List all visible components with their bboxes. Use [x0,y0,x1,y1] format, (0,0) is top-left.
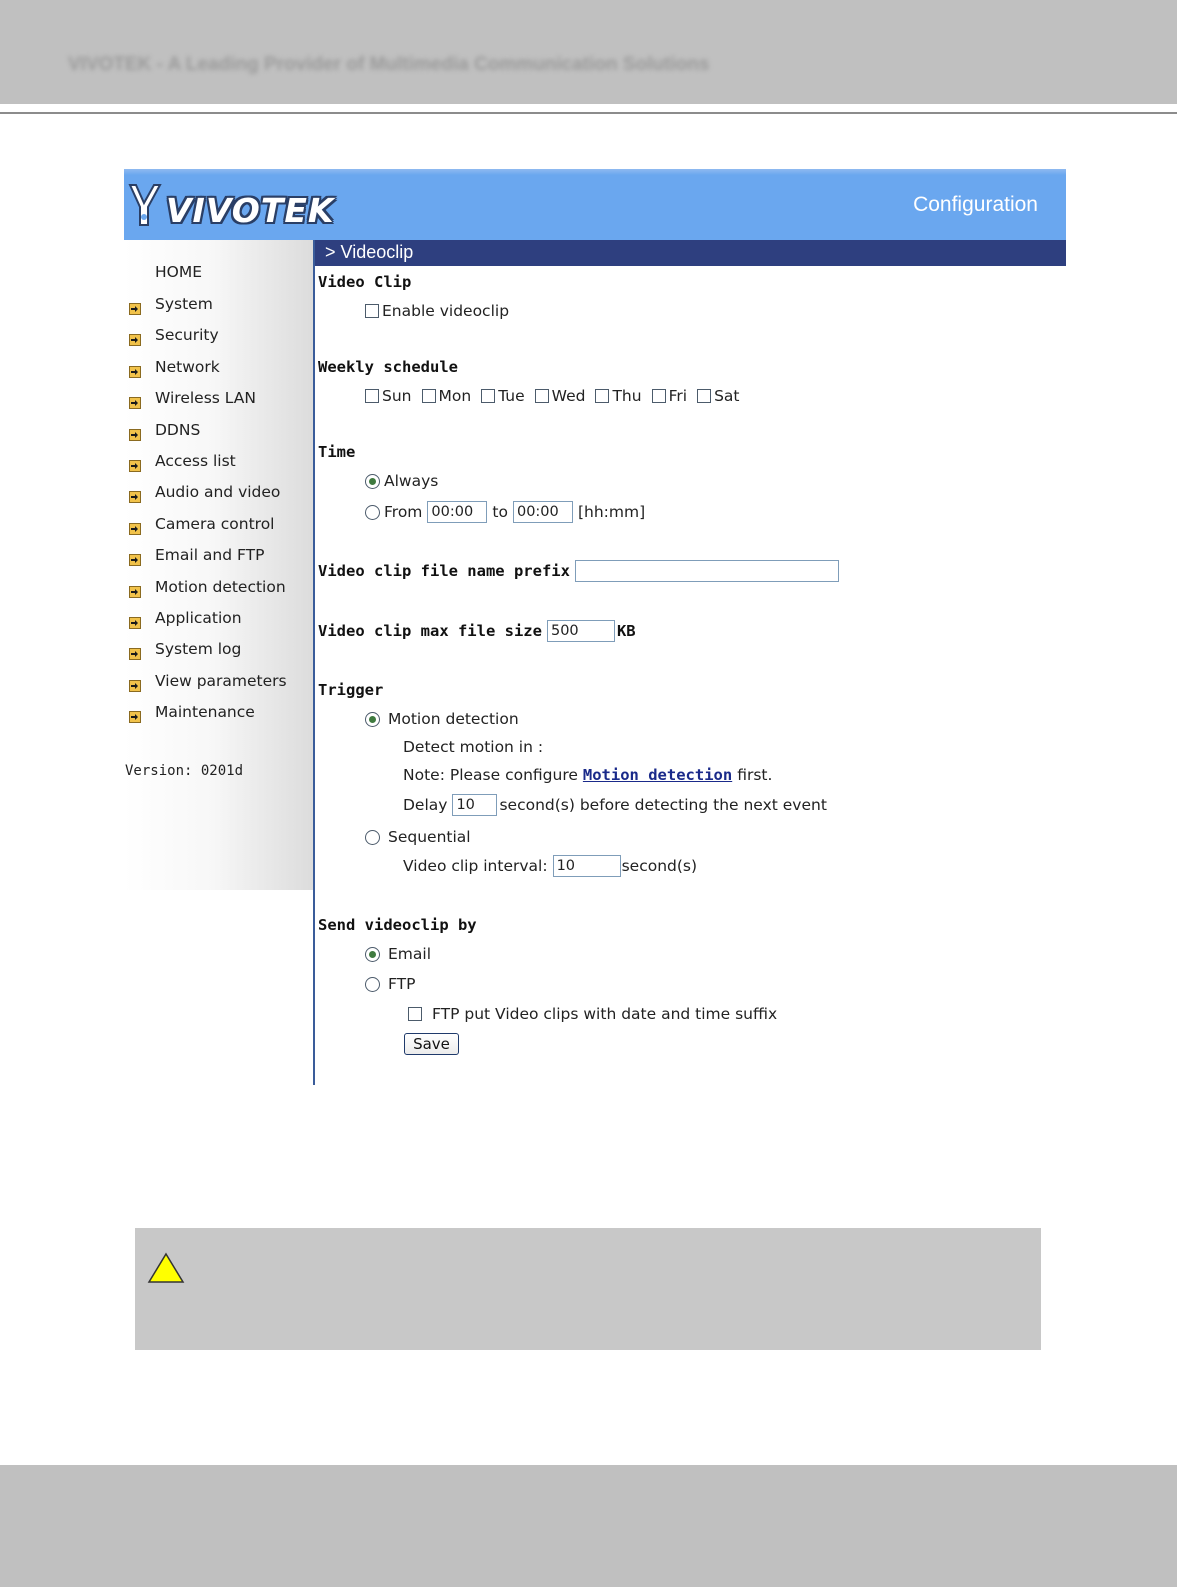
sidebar-item-label: HOME [155,263,203,281]
section-heading-trigger: Trigger [318,681,384,699]
time-always-row [365,472,438,490]
arrow-right-icon [129,554,141,566]
delay-input[interactable]: 10 [452,794,497,816]
send-email-label: Email [388,945,432,963]
arrow-right-icon [129,586,141,598]
file-prefix-input[interactable] [575,560,839,582]
trigger-sequential-radio[interactable] [365,830,380,845]
sidebar-item-email-and-ftp[interactable] [124,546,313,570]
document-header [0,0,1177,104]
detect-motion-in-row [403,738,543,756]
motion-note-row [403,766,772,784]
sidebar-item-label: Access list [155,452,236,470]
document-header-text: VIVOTEK - A Leading Provider of Multimedia Communication Solutions [68,54,710,75]
delay-suffix: second(s) before detecting the next event [499,796,827,814]
day-thu[interactable] [595,387,641,405]
sidebar-item-wireless-lan[interactable] [124,389,313,413]
section-heading-send-by: Send videoclip by [318,916,477,934]
document-footer [0,1465,1177,1587]
time-to-label: to [492,503,508,521]
sidebar-item-label: Network [155,357,220,376]
delay-row [403,794,827,816]
arrow-right-icon [129,491,141,503]
day-checkbox[interactable] [535,389,549,403]
section-heading-weekly-schedule: Weekly schedule [318,358,458,376]
page-titlebar [315,240,1066,266]
file-prefix-label: Video clip file name prefix [318,562,570,580]
day-sun[interactable] [365,387,412,405]
arrow-right-icon [129,648,141,660]
arrow-right-icon [129,460,141,472]
version-text: Version: 0201d [125,763,244,779]
arrow-right-icon [129,303,141,315]
ftp-suffix-label: FTP put Video clips with date and time suffix [432,1005,778,1023]
trigger-motion-radio[interactable] [365,712,380,727]
sidebar-item-audio-and-video[interactable] [124,483,313,507]
sidebar-item-label: System log [155,640,242,659]
day-label: Tue [498,387,525,405]
delay-label: Delay [403,796,448,814]
save-button[interactable]: Save [404,1033,459,1055]
sidebar-item-label: Camera control [155,514,275,533]
time-always-label: Always [384,472,439,490]
header-rule [0,112,1177,114]
warning-box [135,1228,1041,1350]
trigger-motion-label: Motion detection [388,710,519,728]
sidebar-item-label: DDNS [155,420,201,439]
sidebar-item-label: Maintenance [155,703,255,722]
ftp-suffix-row [408,1005,777,1023]
note-suffix: first. [737,766,773,784]
ftp-suffix-checkbox[interactable] [408,1007,422,1021]
enable-videoclip-checkbox[interactable] [365,304,379,318]
page-title: > Videoclip [325,242,414,262]
trigger-sequential-row [365,828,471,846]
arrow-right-icon [129,429,141,441]
arrow-right-icon [129,334,141,346]
arrow-right-icon [129,397,141,409]
max-size-label: Video clip max file size [318,622,542,640]
max-size-row [318,620,636,642]
send-ftp-radio[interactable] [365,977,380,992]
time-from-input[interactable]: 00:00 [427,501,487,523]
sidebar-item-label: Audio and video [155,483,281,502]
arrow-right-icon [129,523,141,535]
clip-interval-suffix: second(s) [621,857,698,875]
note-prefix: Note: Please configure [403,766,578,784]
sidebar-item-home[interactable] [124,263,313,287]
clip-interval-row [403,855,697,877]
trigger-sequential-label: Sequential [388,828,471,846]
warning-icon [147,1252,185,1284]
time-range-row [365,501,645,523]
clip-interval-input[interactable]: 10 [553,855,621,877]
sidebar-item-camera-control[interactable] [124,515,313,539]
day-tue[interactable] [481,387,524,405]
sidebar-item-label: Wireless LAN [155,389,256,408]
arrow-right-icon [129,680,141,692]
arrow-right-icon [129,711,141,723]
trigger-motion-row [365,710,519,728]
day-checkbox[interactable] [481,389,495,403]
section-heading-time: Time [318,443,356,461]
sidebar-item-label: System [155,295,213,313]
videoclip-form [315,266,1066,1085]
max-size-unit: KB [616,622,636,640]
day-label: Mon [438,387,472,405]
sidebar [124,240,313,890]
send-ftp-label: FTP [388,975,416,993]
day-wed[interactable] [535,387,586,405]
time-from-label: From [384,503,423,521]
sidebar-item-application[interactable] [124,609,313,633]
logo-text: VIVOTEK [166,191,335,230]
section-heading-video-clip: Video Clip [318,273,412,291]
sidebar-item-motion-detection[interactable] [124,578,313,602]
max-size-input[interactable]: 500 [547,620,615,642]
weekday-checkboxes [365,387,749,405]
day-mon[interactable] [422,387,472,405]
top-banner [124,169,1066,240]
time-format-hint: [hh:mm] [577,503,646,521]
sidebar-item-system-log[interactable] [124,640,313,664]
configuration-label: Configuration [913,193,1038,216]
sidebar-item-maintenance[interactable] [124,703,313,727]
sidebar-item-label: Email and FTP [155,546,265,565]
day-fri[interactable] [652,387,687,405]
time-to-input[interactable]: 00:00 [513,501,573,523]
detect-motion-in-label: Detect motion in : [403,738,544,756]
sidebar-item-system[interactable] [124,295,313,319]
sidebar-item-view-parameters[interactable] [124,672,313,696]
day-label: Wed [551,387,586,405]
sidebar-item-security[interactable] [124,326,313,350]
send-email-radio[interactable] [365,947,380,962]
sidebar-item-label: View parameters [155,671,287,690]
day-label: Sat [714,387,740,405]
day-checkbox[interactable] [422,389,436,403]
day-label: Thu [612,387,642,405]
day-checkbox[interactable] [595,389,609,403]
day-label: Sun [382,387,412,405]
sidebar-item-network[interactable] [124,358,313,382]
sidebar-item-ddns[interactable] [124,421,313,445]
day-checkbox[interactable] [652,389,666,403]
sidebar-item-label: Security [155,326,219,345]
motion-detection-link[interactable]: Motion detection [582,766,733,784]
enable-videoclip-label: Enable videoclip [382,302,510,320]
file-prefix-row [318,560,839,582]
sidebar-item-label: Application [155,609,242,627]
day-checkbox[interactable] [365,389,379,403]
sidebar-item-label: Motion detection [155,577,286,596]
clip-interval-label: Video clip interval: [403,857,548,875]
day-checkbox[interactable] [697,389,711,403]
enable-videoclip-row [365,302,509,320]
send-email-row [365,945,431,963]
time-from-radio[interactable] [365,505,380,520]
day-label: Fri [668,387,688,405]
time-always-radio[interactable] [365,474,380,489]
arrow-right-icon [129,617,141,629]
config-screenshot [124,169,1066,1085]
vivotek-logo [126,181,335,231]
send-ftp-row [365,975,415,993]
day-sat[interactable] [697,387,739,405]
logo-mark-icon [126,181,166,229]
sidebar-item-access-list[interactable] [124,452,313,476]
arrow-right-icon [129,366,141,378]
